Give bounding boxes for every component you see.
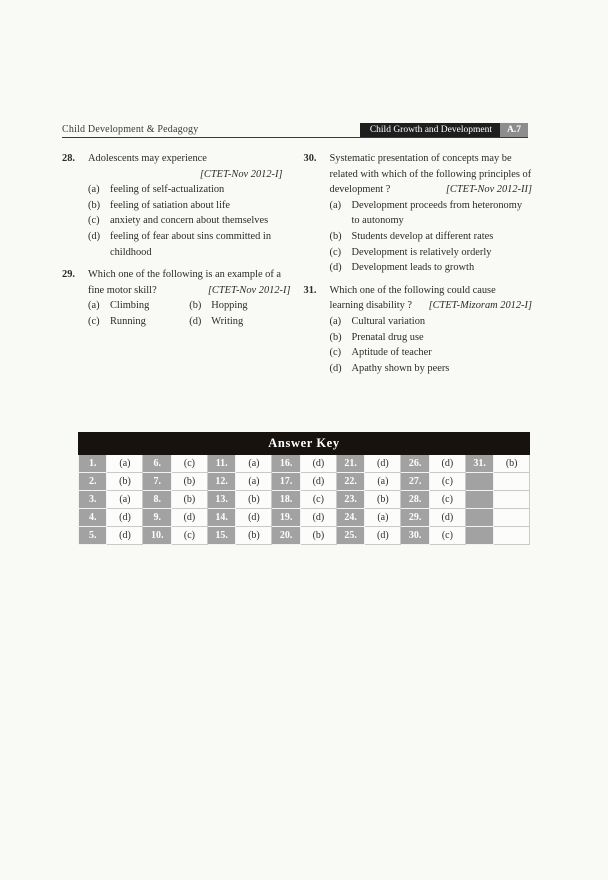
options-list: [330, 314, 533, 376]
answer-value-cell: (c): [429, 473, 465, 491]
answer-number-cell: 25.: [336, 527, 364, 545]
answer-number-cell: 31.: [465, 455, 493, 473]
page-number-badge: A.7: [500, 123, 528, 137]
answer-value-cell: (d): [365, 455, 401, 473]
option-text: Running: [110, 316, 146, 328]
answer-number-cell: 27.: [401, 473, 429, 491]
question-source: [CTET-Nov 2012-I]: [207, 284, 291, 296]
option-text: Climbing: [110, 300, 150, 312]
running-head-left: Child Development & Pedagogy: [62, 124, 199, 135]
answer-value-cell: (b): [171, 491, 207, 509]
answer-value-cell: (c): [429, 527, 465, 545]
answer-number-cell: [465, 473, 493, 491]
answer-value-cell: (a): [365, 509, 401, 527]
answer-value-cell: (d): [300, 455, 336, 473]
answer-number-cell: 21.: [336, 455, 364, 473]
answer-value-cell: (d): [171, 509, 207, 527]
answer-number-cell: 24.: [336, 509, 364, 527]
option: [189, 298, 290, 314]
question-29: [62, 267, 291, 329]
option-text: Cultural variation: [351, 316, 426, 328]
answer-number-cell: 13.: [207, 491, 235, 509]
question-28: [62, 151, 291, 260]
answer-key-row: [79, 527, 530, 545]
answer-number-cell: 4.: [79, 509, 107, 527]
answer-value-cell: (a): [107, 491, 143, 509]
option-label: (d): [88, 231, 101, 243]
option: [189, 314, 290, 330]
answer-number-cell: [465, 509, 493, 527]
answer-value-cell: (a): [107, 455, 143, 473]
answer-value-cell: (b): [171, 473, 207, 491]
answer-key-row: [79, 455, 530, 473]
option-text: Hopping: [211, 300, 248, 312]
option: [88, 229, 291, 260]
option-text: Development proceeds from heteronomy to autonomy: [351, 199, 523, 227]
option-label: (a): [88, 184, 100, 196]
option-text: Students develop at different rates: [351, 231, 494, 243]
option-label: (d): [329, 362, 342, 374]
option: [88, 213, 291, 229]
answer-number-cell: 2.: [79, 473, 107, 491]
question-31: [304, 283, 533, 377]
answer-value-cell: (b): [236, 527, 272, 545]
answer-value-cell: (c): [171, 527, 207, 545]
answer-key-row: [79, 473, 530, 491]
option-text: Development is relatively orderly: [351, 246, 492, 258]
option-label: (c): [88, 215, 100, 227]
question-number: 29.: [62, 269, 75, 281]
answer-value-cell: (a): [365, 473, 401, 491]
answer-value-cell: (d): [429, 455, 465, 473]
question-number: 31.: [303, 284, 317, 296]
answer-number-cell: 12.: [207, 473, 235, 491]
question-columns: [62, 151, 532, 384]
option: [88, 182, 291, 198]
option: [330, 314, 533, 330]
right-column: [304, 151, 533, 384]
option-text: feeling of self-actualization: [110, 184, 225, 196]
answer-value-cell: (d): [365, 527, 401, 545]
answer-number-cell: 23.: [336, 491, 364, 509]
option-label: (d): [329, 262, 342, 274]
answer-number-cell: 10.: [143, 527, 171, 545]
answer-number-cell: 8.: [143, 491, 171, 509]
answer-number-cell: 19.: [272, 509, 300, 527]
option-label: (d): [189, 316, 202, 328]
answer-value-cell: (a): [236, 455, 272, 473]
answer-value-cell: (c): [429, 491, 465, 509]
option-text: Development leads to growth: [351, 262, 475, 274]
answer-number-cell: 26.: [401, 455, 429, 473]
option-label: (b): [329, 331, 342, 343]
answer-key-section: [78, 432, 530, 545]
option: [330, 245, 533, 261]
option-label: (c): [329, 347, 342, 359]
answer-number-cell: 20.: [272, 527, 300, 545]
option-text: feeling of fear about sins committed in childhood: [110, 231, 272, 258]
option-label: (a): [329, 199, 342, 211]
option-label: (b): [329, 231, 342, 243]
answer-number-cell: 29.: [401, 509, 429, 527]
answer-number-cell: 7.: [143, 473, 171, 491]
question-text: Adolescents may experience: [88, 153, 207, 164]
question-text: Which one of the following could cause learning disability ?: [329, 284, 496, 312]
option-text: Prenatal drug use: [351, 331, 424, 343]
option: [330, 361, 533, 377]
answer-key-body: [79, 455, 530, 545]
answer-value-cell: (a): [236, 473, 272, 491]
answer-key-row: [79, 491, 530, 509]
answer-number-cell: 15.: [207, 527, 235, 545]
answer-number-cell: 1.: [79, 455, 107, 473]
answer-value-cell: [494, 527, 530, 545]
answer-number-cell: 22.: [336, 473, 364, 491]
option: [88, 314, 189, 330]
option-text: Aptitude of teacher: [351, 347, 432, 359]
answer-value-cell: (d): [236, 509, 272, 527]
answer-value-cell: (b): [236, 491, 272, 509]
answer-value-cell: (b): [365, 491, 401, 509]
answer-value-cell: [494, 491, 530, 509]
answer-value-cell: (d): [107, 509, 143, 527]
answer-value-cell: (b): [494, 455, 530, 473]
answer-number-cell: 9.: [143, 509, 171, 527]
option-label: (c): [88, 316, 100, 328]
option-label: (b): [88, 199, 101, 211]
chapter-title: Child Growth and Development: [369, 125, 492, 135]
answer-number-cell: [465, 491, 493, 509]
answer-number-cell: [465, 527, 493, 545]
answer-value-cell: [494, 509, 530, 527]
question-text: Systematic presentation of concepts may be related with which of the following principles of development ?: [329, 153, 532, 196]
answer-number-cell: 17.: [272, 473, 300, 491]
answer-value-cell: (b): [300, 527, 336, 545]
question-30: [304, 151, 533, 276]
answer-number-cell: 16.: [272, 455, 300, 473]
answer-number-cell: 28.: [401, 491, 429, 509]
question-source: [CTET-Mizoram 2012-I]: [428, 300, 532, 312]
question-source: [CTET-Nov 2012-II]: [445, 184, 532, 196]
option: [88, 298, 189, 314]
answer-value-cell: (d): [429, 509, 465, 527]
option: [330, 330, 533, 346]
option-label: (b): [189, 300, 202, 312]
running-head-right: [360, 123, 528, 137]
option-label: (a): [88, 300, 100, 312]
answer-value-cell: (d): [300, 509, 336, 527]
question-number: 30.: [303, 153, 317, 164]
question-number: 28.: [62, 153, 75, 164]
option-text: Apathy shown by peers: [351, 362, 450, 374]
answer-key-table: [78, 432, 530, 545]
option-label: (a): [329, 316, 342, 328]
answer-key-row: [79, 509, 530, 527]
option: [330, 345, 533, 361]
option: [330, 229, 533, 245]
options-list: [88, 182, 291, 260]
answer-value-cell: (d): [107, 527, 143, 545]
question-source: [CTET-Nov 2012-I]: [199, 168, 283, 180]
answer-value-cell: [494, 473, 530, 491]
answer-number-cell: 6.: [143, 455, 171, 473]
answer-value-cell: (d): [300, 473, 336, 491]
answer-number-cell: 18.: [272, 491, 300, 509]
answer-number-cell: 11.: [207, 455, 235, 473]
answer-value-cell: (c): [300, 491, 336, 509]
option: [330, 260, 533, 276]
answer-number-cell: 30.: [401, 527, 429, 545]
options-list: [88, 298, 291, 329]
option-text: anxiety and concern about themselves: [110, 215, 269, 227]
options-list: [330, 198, 533, 276]
left-column: [62, 151, 291, 384]
option-label: (c): [329, 246, 342, 258]
answer-value-cell: (c): [171, 455, 207, 473]
answer-value-cell: (b): [107, 473, 143, 491]
question-text: Which one of the following is an example of a fine motor skill?: [88, 269, 282, 296]
option: [88, 198, 291, 214]
page-header: [62, 123, 528, 138]
answer-key-title: Answer Key: [79, 433, 530, 455]
option: [330, 198, 533, 229]
option-text: feeling of satiation about life: [110, 199, 231, 211]
answer-number-cell: 14.: [207, 509, 235, 527]
answer-number-cell: 5.: [79, 527, 107, 545]
answer-number-cell: 3.: [79, 491, 107, 509]
option-text: Writing: [211, 316, 244, 328]
